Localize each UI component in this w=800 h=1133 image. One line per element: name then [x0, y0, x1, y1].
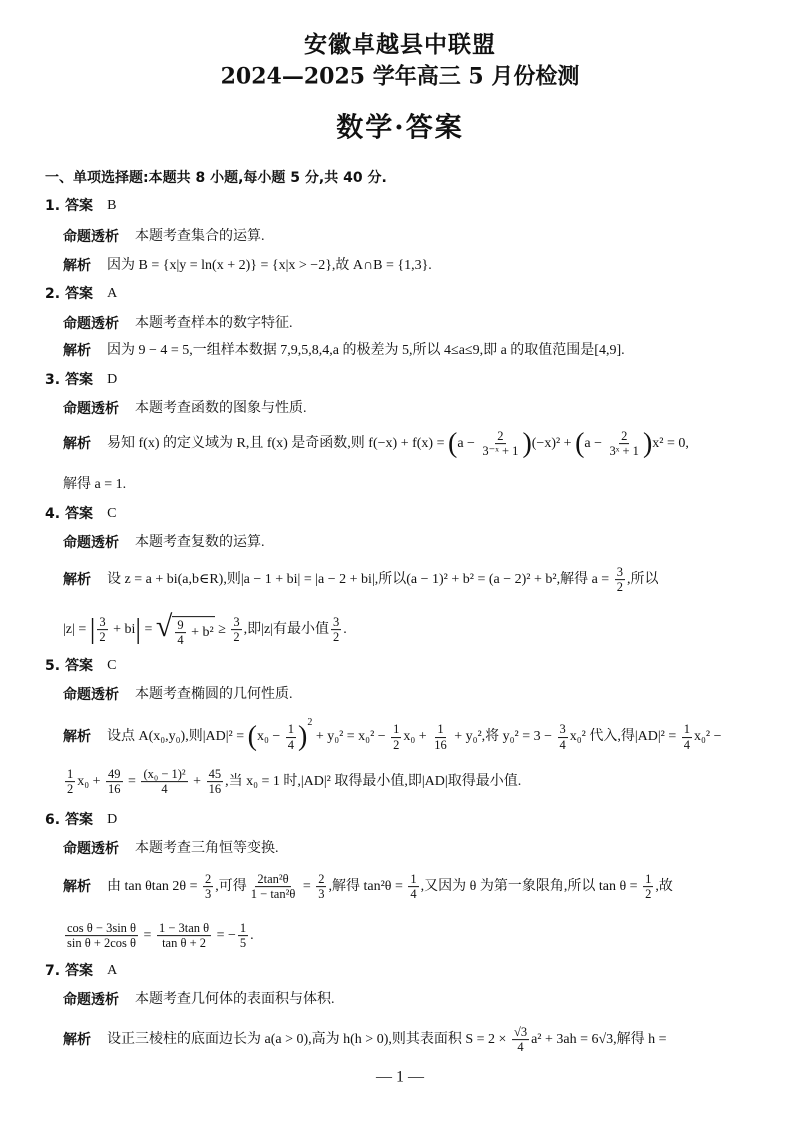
topic-label: 命题透析 — [63, 534, 119, 551]
math-term: x² = 0, — [652, 435, 689, 451]
q2-solution-row — [63, 342, 625, 360]
math-term: = — [299, 878, 315, 894]
page-number — [0, 1068, 800, 1089]
fraction-denominator: 2 — [99, 630, 106, 645]
math-term: |z| = — [63, 621, 90, 637]
answer-label: 答案 — [65, 657, 94, 674]
answer-value: A — [107, 962, 118, 978]
topic-label: 命题透析 — [63, 686, 119, 703]
fraction — [141, 767, 187, 797]
topic-label: 命题透析 — [63, 228, 119, 245]
fraction — [175, 618, 185, 648]
fraction — [65, 921, 138, 951]
math-term: x₀ + — [77, 773, 105, 789]
q4-topic-row — [63, 534, 265, 552]
solution-text: ,故 — [655, 878, 673, 894]
fraction-numerator: 2tan²θ — [257, 872, 289, 887]
answer-value: B — [107, 197, 117, 213]
fraction-denominator: 3 — [318, 887, 325, 902]
fraction-numerator: 1 — [683, 722, 691, 737]
topic-text: 本题考查函数的图象与性质. — [135, 400, 307, 416]
fraction — [643, 872, 653, 902]
fraction-numerator: √3 — [513, 1025, 528, 1040]
q2-topic-row — [63, 315, 293, 333]
q7-solution-row — [63, 1025, 667, 1055]
topic-text: 本题考查几何体的表面积与体积. — [135, 991, 335, 1007]
solution-text: ,又因为 θ 为第一象限角,所以 tan θ = — [420, 878, 642, 894]
topic-text: 本题考查三角恒等变换. — [135, 840, 279, 856]
abs-bar-right: | — [135, 614, 141, 645]
fraction — [286, 722, 296, 752]
fraction-numerator: 1 — [67, 767, 74, 782]
question-number: 7. — [45, 962, 61, 979]
solution-label: 解析 — [63, 728, 91, 745]
fraction-numerator: 2 — [318, 872, 325, 887]
answer-label: 答案 — [65, 285, 94, 302]
fraction-denominator: 2 — [393, 737, 400, 752]
fraction — [231, 615, 241, 645]
solution-label: 解析 — [63, 878, 91, 895]
answer-value: C — [107, 657, 117, 673]
subject-title — [0, 110, 800, 145]
exam-title — [0, 63, 800, 92]
q6-answer-row — [45, 811, 117, 829]
left-paren: ( — [447, 428, 458, 459]
radical-sign: √ — [155, 610, 173, 644]
solution-text: ,所以 — [626, 571, 659, 587]
fraction — [432, 722, 449, 752]
topic-text: 本题考查样本的数字特征. — [135, 315, 293, 331]
org-title-text: 安徽卓越县中联盟 — [304, 31, 496, 59]
fraction — [106, 767, 123, 797]
q1-solution-row — [63, 257, 432, 275]
fraction-numerator: 2 — [497, 429, 504, 444]
math-term: = − — [213, 927, 236, 943]
q7-topic-row — [63, 991, 335, 1009]
fraction-numerator: 2 — [621, 429, 628, 444]
solution-text: ,解得 tan²θ = — [328, 878, 407, 894]
topic-text: 本题考查集合的运算. — [135, 228, 265, 244]
answer-value: A — [107, 285, 118, 301]
fraction — [97, 615, 107, 645]
fraction-numerator: 2 — [205, 872, 212, 887]
fraction-numerator: 3 — [559, 722, 566, 737]
math-term: x₀ − — [256, 728, 284, 744]
fraction — [480, 429, 520, 459]
fraction — [249, 872, 298, 902]
q4-solution-row — [63, 565, 658, 595]
answer-label: 答案 — [65, 962, 94, 979]
topic-label: 命题透析 — [63, 400, 119, 417]
fraction-denominator: 4 — [410, 887, 417, 902]
solution-label: 解析 — [63, 257, 91, 274]
q5-solution-row-2 — [63, 767, 521, 797]
q2-answer-row — [45, 285, 117, 303]
answer-value: D — [107, 371, 118, 387]
fraction-denominator: 2 — [67, 782, 74, 797]
solution-text: + y₀²,将 y₀² = 3 − — [450, 728, 556, 744]
fraction-numerator: cos θ − 3sin θ — [67, 921, 137, 936]
left-paren: ( — [575, 428, 585, 459]
right-paren: ) — [297, 721, 308, 753]
q3-solution-row-2 — [63, 476, 126, 494]
fraction-numerator: 1 — [393, 722, 400, 737]
fraction-numerator: 9 — [177, 618, 184, 633]
fraction-denominator: tan θ + 2 — [162, 936, 206, 951]
fraction — [65, 767, 75, 797]
fraction-denominator: 3⁻ˣ + 1 — [482, 444, 519, 459]
topic-text: 本题考查复数的运算. — [135, 534, 265, 550]
fraction-denominator: 1 − tan²θ — [250, 887, 296, 902]
fraction — [615, 565, 625, 595]
solution-text: ,当 x₀ = 1 时,|AD|² 取得最小值,即|AD|取得最小值. — [225, 773, 522, 789]
fraction — [608, 429, 641, 459]
question-number: 1. — [45, 197, 61, 214]
math-term: a − — [457, 435, 479, 451]
math-term: x₀ + — [403, 728, 431, 744]
math-term: a − — [584, 435, 606, 451]
solution-label: 解析 — [63, 342, 91, 359]
math-term: + — [189, 773, 205, 789]
answer-label: 答案 — [65, 371, 94, 388]
math-term: (−x)² + — [531, 435, 576, 451]
math-term: = — [140, 927, 155, 943]
fraction-denominator: 2 — [616, 580, 623, 595]
answer-label: 答案 — [65, 811, 94, 828]
solution-text: . — [343, 621, 347, 637]
q5-answer-row — [45, 657, 116, 675]
solution-text: 因为 B = {x|y = ln(x + 2)} = {x|x > −2},故 A∩B = {1,3}. — [107, 257, 432, 273]
left-paren: ( — [247, 721, 257, 753]
math-term: x₀² − — [694, 728, 722, 744]
fraction-denominator: 16 — [434, 737, 447, 752]
solution-text: 设 z = a + bi(a,b∈R),则|a − 1 + bi| = |a − 2 + bi|,所以(a − 1)² + b² = (a − 2)² + b²,解得 a = — [107, 571, 613, 587]
fraction — [408, 872, 418, 902]
question-number: 3. — [45, 371, 61, 388]
solution-text: 因为 9 − 4 = 5,一组样本数据 7,9,5,8,4,a 的极差为 5,所以 4≤a≤9,即 a 的取值范围是[4,9]. — [107, 342, 625, 358]
q4-answer-row — [45, 505, 116, 523]
q6-topic-row — [63, 840, 279, 858]
math-term: = — [124, 773, 140, 789]
q4-solution-row-2 — [63, 612, 347, 648]
fraction-numerator: 3 — [616, 565, 623, 580]
fraction-numerator: 1 — [287, 722, 294, 737]
fraction-denominator: 4 — [559, 737, 566, 752]
right-paren: ) — [522, 428, 532, 459]
answer-label: 答案 — [65, 505, 94, 522]
q5-solution-row — [63, 716, 722, 752]
right-paren: ) — [642, 428, 653, 459]
fraction — [512, 1025, 529, 1055]
fraction-denominator: 2 — [332, 630, 340, 645]
q6-solution-row-2 — [63, 921, 254, 951]
fraction — [157, 921, 211, 951]
fraction — [391, 722, 401, 752]
radicand — [172, 616, 214, 648]
subject-title-text: 数学·答案 — [336, 112, 464, 144]
answer-value: D — [107, 811, 118, 827]
fraction-denominator: 4 — [683, 737, 691, 752]
q3-answer-row — [45, 371, 117, 389]
math-term: + b² — [187, 624, 214, 640]
fraction — [331, 615, 341, 645]
math-term: ≥ — [214, 621, 230, 637]
solution-text: x₀² 代入,得|AD|² = — [569, 728, 680, 744]
fraction — [207, 767, 224, 797]
fraction-numerator: (x₀ − 1)² — [143, 767, 186, 782]
fraction-denominator: 2 — [645, 887, 652, 902]
fraction-denominator: 3ˣ + 1 — [609, 444, 639, 459]
topic-text: 本题考查椭圆的几何性质. — [135, 686, 293, 702]
fraction — [203, 872, 213, 902]
fraction-denominator: 16 — [208, 782, 222, 797]
solution-text: 解得 a = 1. — [63, 476, 127, 492]
solution-label: 解析 — [63, 571, 91, 588]
question-number: 4. — [45, 505, 61, 522]
fraction-numerator: 1 — [645, 872, 652, 887]
exponent: 2 — [307, 717, 313, 729]
solution-text: 设正三棱柱的底面边长为 a(a > 0),高为 h(h > 0),则其表面积 S = 2 × — [107, 1031, 510, 1047]
q3-solution-row — [63, 429, 689, 459]
fraction-denominator: sin θ + 2cos θ — [67, 936, 137, 951]
solution-label: 解析 — [63, 435, 91, 452]
solution-text: 由 tan θtan 2θ = — [107, 878, 202, 894]
q5-topic-row — [63, 686, 293, 704]
solution-text: a² + 3ah = 6√3,解得 h = — [531, 1031, 667, 1047]
section-heading-text: 一、单项选择题:本题共 8 小题,每小题 5 分,共 40 分. — [45, 169, 387, 186]
solution-label: 解析 — [63, 1031, 91, 1048]
fraction-numerator: 3 — [332, 615, 340, 630]
math-term: + y₀² = x₀² − — [312, 728, 390, 744]
fraction-numerator: 49 — [108, 767, 121, 782]
math-term: + bi — [109, 621, 136, 637]
answer-label: 答案 — [65, 197, 94, 214]
fraction-denominator: 5 — [239, 936, 247, 951]
q7-answer-row — [45, 962, 117, 980]
solution-text: ,可得 — [215, 878, 247, 894]
q1-topic-row — [63, 228, 265, 246]
fraction — [316, 872, 326, 902]
exam-title-text: 2024—2025 学年高三 5 月份检测 — [220, 63, 580, 90]
fraction-numerator: 1 − 3tan θ — [158, 921, 210, 936]
fraction-numerator: 3 — [233, 615, 240, 630]
fraction-denominator: 2 — [233, 630, 240, 645]
solution-text: 设点 A(x₀,y₀),则|AD|² = — [107, 728, 248, 744]
fraction-numerator: 1 — [437, 722, 444, 737]
fraction-denominator: 4 — [161, 782, 168, 797]
fraction-numerator: 3 — [99, 615, 106, 630]
square-root — [156, 612, 215, 648]
question-number: 5. — [45, 657, 61, 674]
section-heading — [45, 169, 387, 187]
q6-solution-row — [63, 872, 673, 902]
topic-label: 命题透析 — [63, 315, 119, 332]
fraction-numerator: 1 — [239, 921, 247, 936]
fraction-denominator: 3 — [205, 887, 212, 902]
abs-bar-left: | — [89, 614, 96, 645]
question-number: 6. — [45, 811, 61, 828]
fraction-denominator: 16 — [108, 782, 121, 797]
solution-text: ,即|z|有最小值 — [243, 621, 329, 637]
fraction — [238, 921, 248, 951]
fraction — [558, 722, 568, 752]
fraction-denominator: 4 — [177, 633, 184, 648]
topic-label: 命题透析 — [63, 840, 119, 857]
q3-topic-row — [63, 400, 307, 418]
fraction-denominator: 4 — [287, 737, 294, 752]
fraction-denominator: 4 — [517, 1040, 524, 1055]
answer-value: C — [107, 505, 117, 521]
question-number: 2. — [45, 285, 61, 302]
fraction-numerator: 1 — [410, 872, 417, 887]
org-title — [0, 30, 800, 60]
page-number-text: — 1 — — [376, 1068, 424, 1086]
math-term: = — [140, 621, 156, 637]
q1-answer-row — [45, 197, 116, 215]
math-term: . — [250, 927, 254, 943]
fraction-numerator: 45 — [208, 767, 222, 782]
fraction — [682, 722, 692, 752]
solution-text: 易知 f(x) 的定义域为 R,且 f(x) 是奇函数,则 f(−x) + f(x) = — [107, 435, 448, 451]
topic-label: 命题透析 — [63, 991, 119, 1008]
